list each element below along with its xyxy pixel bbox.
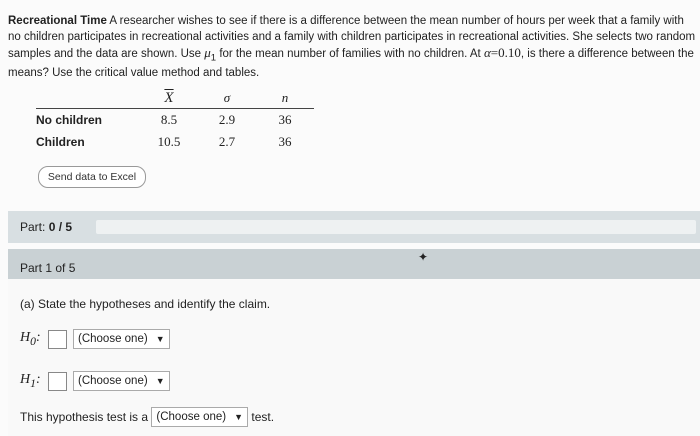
test-type-row: [20, 407, 274, 427]
question-panel: [8, 279, 700, 436]
table-cell: 2.9: [218, 112, 236, 127]
caret-down-icon: ▼: [234, 412, 244, 422]
h0-answer-box[interactable]: [48, 330, 67, 349]
table-row: [36, 109, 314, 132]
question-text: (a) State the hypotheses and identify the claim.: [20, 297, 271, 311]
send-to-excel-button[interactable]: Send data to Excel: [38, 166, 146, 188]
row-label: Children: [36, 135, 85, 149]
table-cell: 36: [278, 112, 292, 127]
problem-title: Recreational Time: [8, 15, 107, 27]
dropdown-label: (Choose one): [156, 411, 227, 423]
alpha-value: =0.10: [490, 45, 521, 60]
h1-row: [20, 371, 170, 391]
table-row: [36, 131, 314, 153]
table-cell: 10.5: [157, 134, 181, 149]
mu-subscript: 1: [210, 52, 217, 64]
table-cell: 2.7: [218, 134, 236, 149]
header-n: n: [256, 88, 314, 109]
part-header[interactable]: [8, 249, 700, 279]
row-label: No children: [36, 113, 103, 127]
part-progress-label: [20, 220, 72, 234]
h1-subscript: 1: [30, 376, 36, 390]
alpha-symbol: α: [483, 45, 491, 60]
part-progress-bar: [8, 211, 700, 243]
h0-row: [20, 329, 170, 349]
progress-track: [96, 220, 696, 234]
problem-text-2: for the mean number of families with no children. At: [216, 48, 484, 60]
header-xbar: $\overline{X}$: [140, 88, 198, 109]
h1-answer-box[interactable]: [48, 372, 67, 391]
h0-subscript: 0: [30, 334, 36, 348]
part-progress-value: 0 / 5: [48, 220, 73, 234]
table-header-blank: [36, 88, 140, 109]
table-cell: 8.5: [160, 112, 178, 127]
header-sigma: σ: [198, 88, 256, 109]
test-prefix: This hypothesis test is a: [20, 410, 149, 424]
h1-symbol: $H_1$:: [20, 372, 41, 390]
part-header-label: Part 1 of 5: [20, 261, 76, 275]
h1-letter: H: [20, 372, 31, 388]
problem-text-1: A researcher wishes to see if there is a difference between the mean number of hours per week that a family with no children participates in recreational activities and a family with children participates in recreational activities. She selects two random samples and the data are shown. Use: [8, 15, 696, 60]
mouse-cursor-icon: ✦: [418, 250, 429, 264]
h0-symbol: $H_0$:: [20, 330, 41, 348]
dropdown-label: (Choose one): [78, 375, 148, 387]
h0-claim-dropdown[interactable]: [73, 329, 170, 349]
mu-symbol: μ: [204, 45, 211, 60]
test-suffix: test.: [251, 410, 275, 424]
data-table: [36, 88, 314, 153]
part-label: Part:: [20, 220, 46, 234]
table-cell: 36: [278, 134, 292, 149]
dropdown-label: (Choose one): [78, 333, 148, 345]
problem-statement: [8, 14, 696, 81]
problem-text-3: , is there a difference between the means? Use the critical value method and tables.: [8, 48, 694, 79]
caret-down-icon: ▼: [155, 376, 165, 386]
caret-down-icon: ▼: [155, 334, 165, 344]
h1-claim-dropdown[interactable]: [73, 371, 170, 391]
test-type-dropdown[interactable]: [151, 407, 248, 427]
table-header-row: [36, 88, 314, 109]
h0-letter: H: [20, 330, 31, 346]
